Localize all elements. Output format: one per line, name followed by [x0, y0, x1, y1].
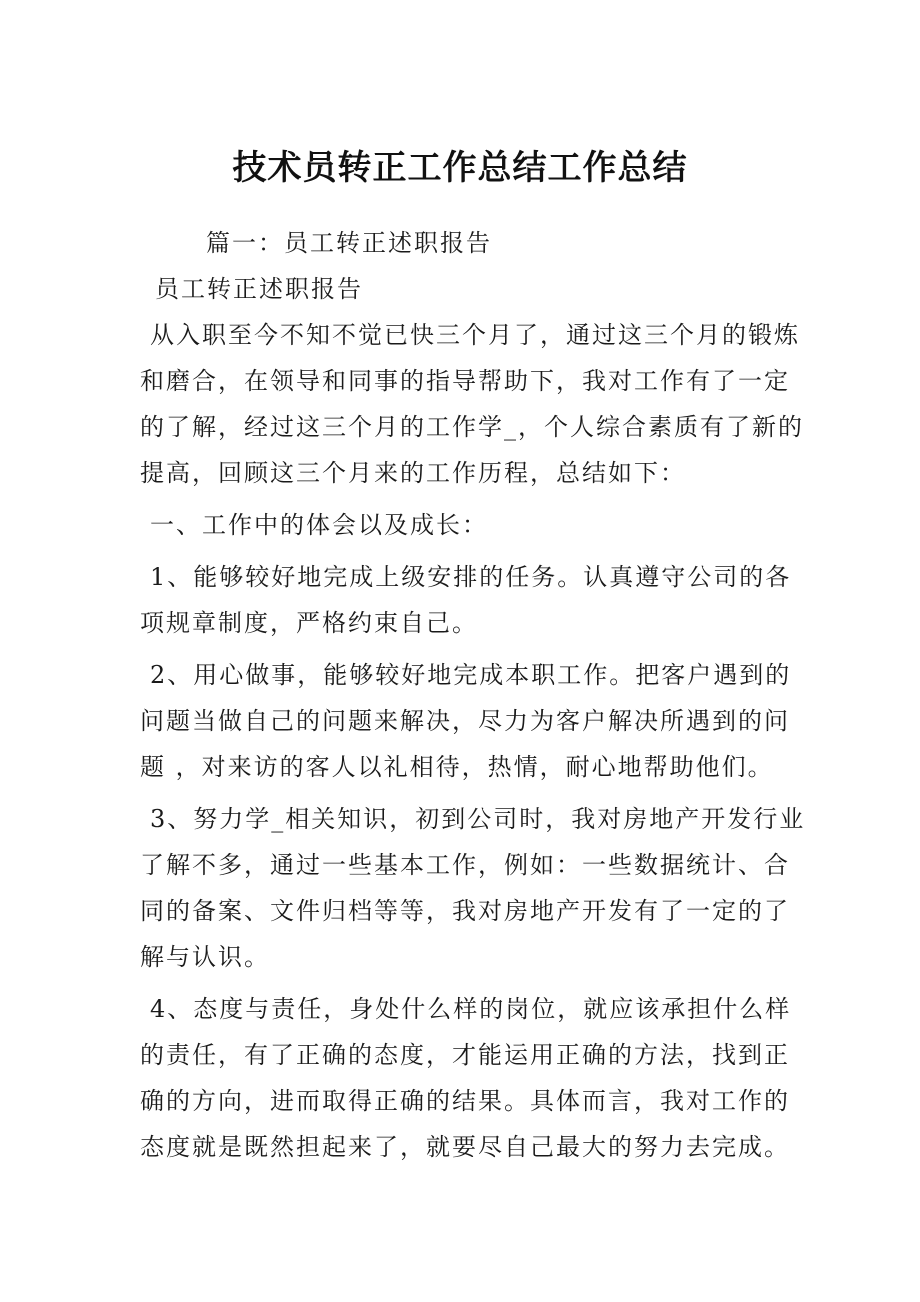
paragraph-line: 问题当做自己的问题来解决，尽力为客户解决所遇到的问: [140, 707, 790, 735]
document-body: [140, 220, 806, 1170]
paragraph-line: 2、用心做事，能够较好地完成本职工作。把客户遇到的: [150, 661, 792, 689]
paragraph-line: 确的方向，进而取得正确的结果。具体而言，我对工作的: [140, 1087, 790, 1115]
paragraph-line: 1、能够较好地完成上级安排的任务。认真遵守公司的各: [150, 563, 792, 591]
paragraph-item-4: [140, 986, 792, 1170]
paragraph-line: 的责任，有了正确的态度，才能运用正确的方法，找到正: [140, 1041, 790, 1069]
paragraph-line: 从入职至今不知不觉已快三个月了，通过这三个月的锻炼: [150, 321, 800, 349]
paragraph-line: 提高，回顾这三个月来的工作历程，总结如下：: [140, 459, 686, 487]
paragraph-item-3: [140, 796, 806, 980]
paragraph-line: 解与认识。: [140, 943, 270, 971]
section-heading-text: 一、工作中的体会以及成长：: [150, 511, 488, 539]
section-heading: [140, 502, 780, 548]
paragraph-line: 了解不多，通过一些基本工作，例如：一些数据统计、合: [140, 851, 790, 879]
paragraph-item-2: [140, 652, 792, 790]
paragraph-line: 态度就是既然担起来了，就要尽自己最大的努力去完成。: [140, 1133, 790, 1161]
paragraph-line: 3、努力学_相关知识，初到公司时，我对房地产开发行业: [150, 805, 806, 833]
report-subtitle: 员工转正述职报告: [155, 275, 363, 303]
chapter-heading: 篇一：员工转正述职报告: [206, 229, 492, 257]
paragraph-intro: [140, 312, 804, 496]
paragraph-line: 项规章制度，严格约束自己。: [140, 609, 478, 637]
paragraph-line: 和磨合，在领导和同事的指导帮助下，我对工作有了一定: [140, 367, 790, 395]
document-title: 技术员转正工作总结工作总结: [232, 148, 688, 188]
paragraph-line: 题 ，对来访的客人以礼相待，热情，耐心地帮助他们。: [140, 753, 774, 781]
paragraph-line: 4、态度与责任，身处什么样的岗位，就应该承担什么样: [150, 995, 792, 1023]
paragraph-item-1: [140, 554, 792, 646]
paragraph-line: 同的备案、文件归档等等，我对房地产开发有了一定的了: [140, 897, 790, 925]
paragraph-line: 的了解，经过这三个月的工作学_，个人综合素质有了新的: [140, 413, 804, 441]
